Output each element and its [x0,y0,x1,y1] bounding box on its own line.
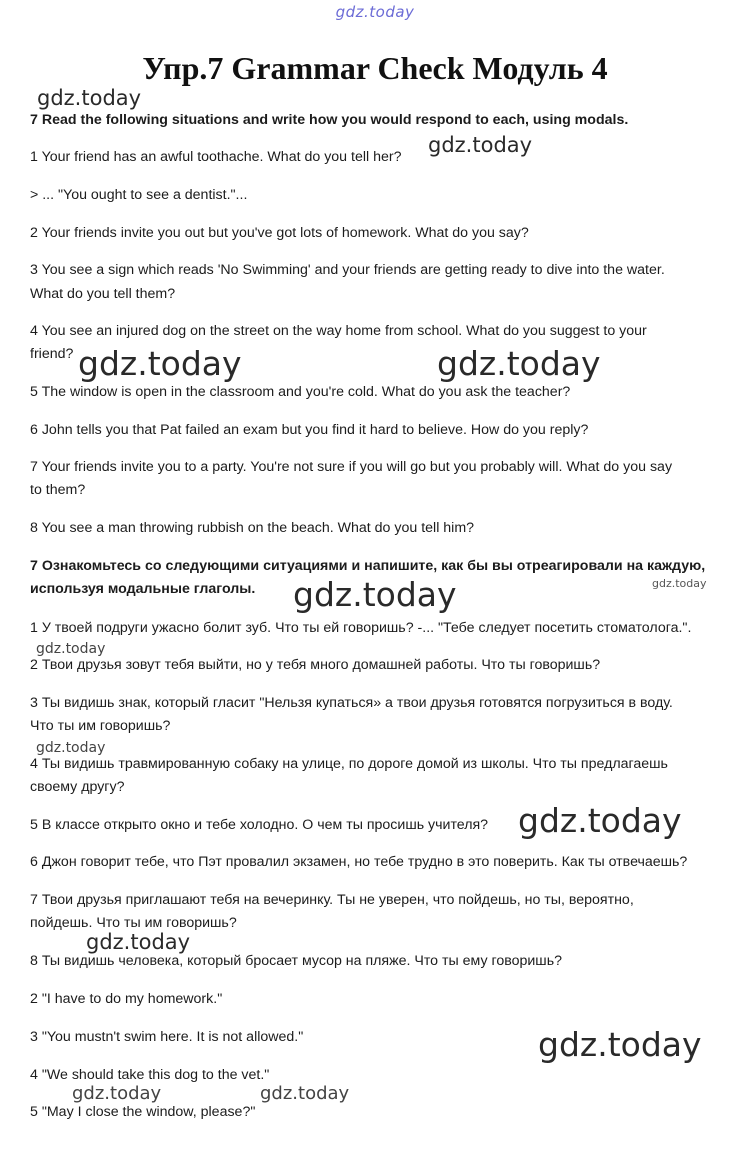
list-item: Что ты им говоришь? [30,718,171,734]
watermark: gdz.today [652,577,707,590]
list-item: 1 У твоей подруги ужасно болит зуб. Что ты ей говоришь? -... "Тебе следует посетить стоматолога.". [30,620,692,636]
list-item: 2 Your friends invite you out but you've got lots of homework. What do you say? [30,225,529,241]
answer-item: 3 "You mustn't swim here. It is not allowed." [30,1029,304,1045]
list-item: пойдешь. Что ты им говоришь? [30,915,237,931]
list-item: What do you tell them? [30,286,176,302]
watermark: gdz.today [86,930,191,954]
list-item: 4 You see an injured dog on the street on the way home from school. What do you suggest to your [30,323,647,339]
list-item: 7 Your friends invite you to a party. You're not sure if you will go but you probably will. What do you say [30,459,673,475]
list-item: 1 Your friend has an awful toothache. What do you tell her? [30,149,402,165]
top-watermark: gdz.today [335,3,415,21]
watermark: gdz.today [293,575,457,614]
watermark: gdz.today [260,1083,350,1104]
watermark: gdz.today [78,344,242,383]
list-item: 3 Ты видишь знак, который гласит "Нельзя купаться» а твои друзья готовятся погрузиться в воду. [30,695,673,711]
watermark: gdz.today [437,344,601,383]
watermark: gdz.today [37,86,142,110]
list-item: 6 Джон говорит тебе, что Пэт провалил экзамен, но тебе трудно в это поверить. Как ты отвечаешь? [30,854,688,870]
watermark: gdz.today [428,133,533,157]
answer-item: 2 "I have to do my homework." [30,991,223,1007]
page-title: Упр.7 Grammar Check Модуль 4 [142,50,608,86]
list-item: 5 В классе открыто окно и тебе холодно. О чем ты просишь учителя? [30,817,489,833]
list-item: 2 Твои друзья зовут тебя выйти, но у тебя много домашней работы. Что ты говоришь? [30,657,601,673]
russian-instruction: 7 Ознакомьтесь со следующими ситуациями и напишите, как бы вы отреагировали на каждую, [30,558,706,574]
list-item: 8 Ты видишь человека, который бросает мусор на пляже. Что ты ему говоришь? [30,953,562,969]
list-item: to them? [30,482,86,498]
watermark: gdz.today [72,1083,162,1104]
answer-item: 5 "May I close the window, please?" [30,1104,256,1120]
watermark: gdz.today [36,740,106,756]
watermark: gdz.today [538,1025,702,1064]
answer-item: 4 "We should take this dog to the vet." [30,1067,270,1083]
list-item: 4 Ты видишь травмированную собаку на улице, по дороге домой из школы. Что ты предлагаешь [30,756,668,772]
list-item: своему другу? [30,779,125,795]
list-item: 6 John tells you that Pat failed an exam but you find it hard to believe. How do you reply? [30,422,589,438]
list-item: > ... "You ought to see a dentist."... [30,187,248,203]
list-item: friend? [30,346,74,362]
watermark: gdz.today [36,641,106,657]
russian-instruction: используя модальные глаголы. [30,581,256,597]
list-item: 3 You see a sign which reads 'No Swimming' and your friends are getting ready to dive into the water. [30,262,665,278]
list-item: 7 Твои друзья приглашают тебя на вечеринку. Ты не уверен, что пойдешь, но ты, вероятно, [30,892,634,908]
watermark: gdz.today [518,801,682,840]
list-item: 5 The window is open in the classroom and you're cold. What do you ask the teacher? [30,384,571,400]
list-item: 8 You see a man throwing rubbish on the beach. What do you tell him? [30,520,475,536]
english-instruction: 7 Read the following situations and write how you would respond to each, using modals. [30,112,629,128]
